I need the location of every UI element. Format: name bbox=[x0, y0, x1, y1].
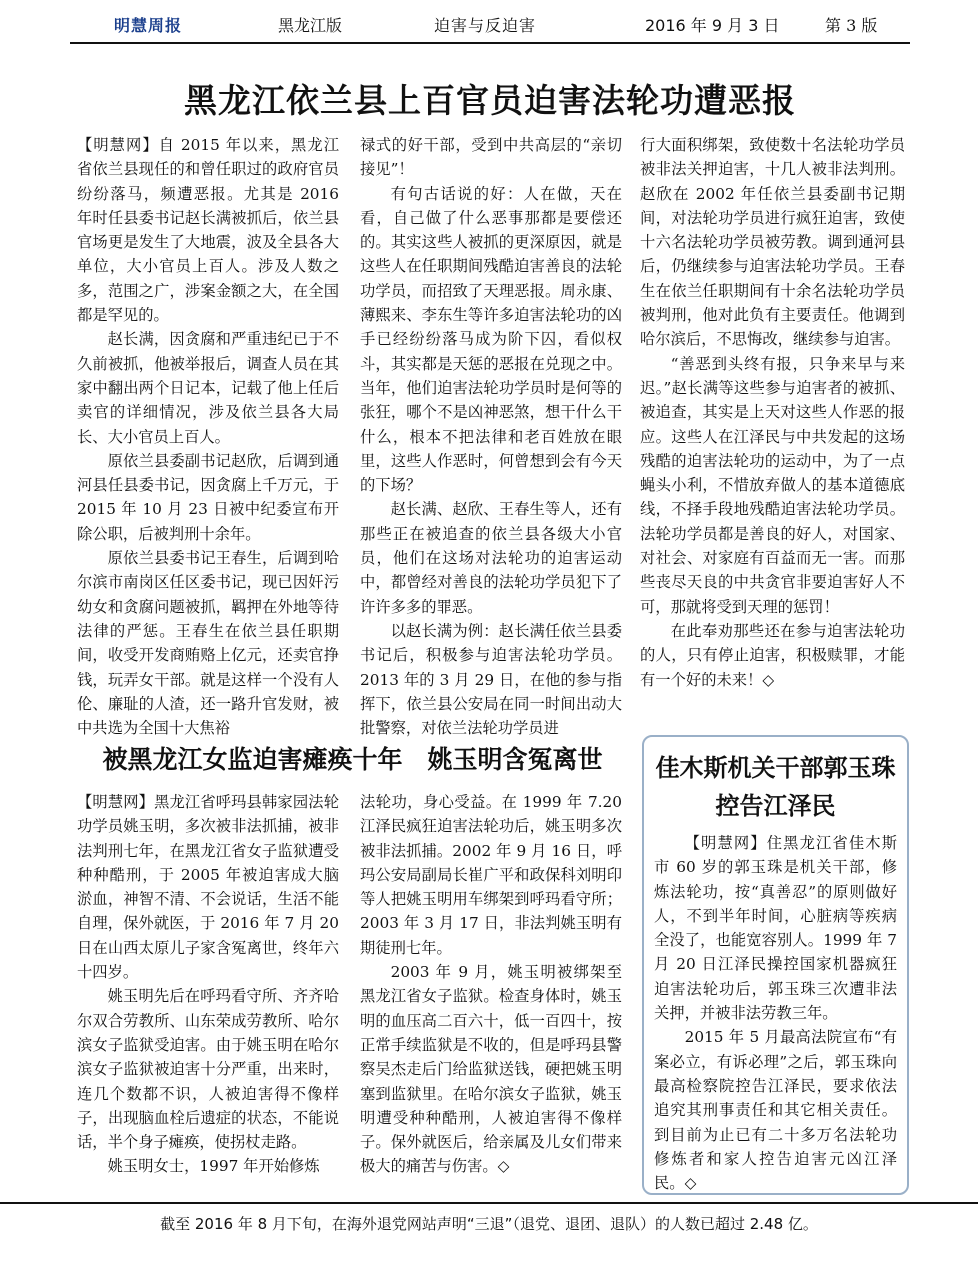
paragraph: 以赵长满为例：赵长满任依兰县委书记后，积极参与迫害法轮功学员。2013 年的 3 月 29 日，在他的参与指挥下，依兰县公安局在同一时间出动大批警察，对依兰法轮功学员进 bbox=[360, 621, 622, 738]
page-number: 第 3 版 bbox=[825, 16, 878, 35]
paragraph: 法轮功，身心受益。在 1999 年 7.20 江泽民疯狂迫害法轮功后，姚玉明多次被非法抓捕。2002 年 9 月 16 日，呼玛公安局副局长崔广平和政保科刘明印等人把姚玉明用车绑架到呼玛看守所；2003 年 3 月 17 日，非法判姚玉明有期徒刑七年。 bbox=[360, 793, 622, 957]
headline-line: 佳木斯机关干部郭玉珠 bbox=[655, 754, 896, 782]
article-1-column-2 bbox=[360, 133, 622, 738]
edition-label: 黑龙江版 bbox=[278, 16, 343, 35]
article-2-headline: 被黑龙江女监迫害瘫痪十年 姚玉明含冤离世 bbox=[102, 745, 603, 774]
paragraph: 赵长满，因贪腐和严重违纪已于不久前被抓，他被举报后，调查人员在其家中翻出两个日记本，记载了他上任后卖官的详细情况，涉及依兰县各大局长、大小官员上百人。 bbox=[77, 330, 339, 446]
paragraph: 在此奉劝那些还在参与迫害法轮功的人，只有停止迫害，积极赎罪，才能有一个好的未来！◇ bbox=[640, 621, 905, 689]
masthead bbox=[70, 8, 910, 68]
paragraph: 行大面积绑架，致使数十名法轮功学员被非法关押迫害，十几人被非法判刑。赵欣在 2002 年任依兰县委副书记期间，对法轮功学员进行疯狂迫害，致使十六名法轮功学员被劳教。调到通河县后，仍继续参与迫害法轮功学员。王春生在依兰任职期间有十余名法轮功学员被判刑，他对此负有主要责任。他调到哈尔滨后，不思悔改，继续参与迫害。 bbox=[640, 136, 905, 349]
paragraph: 姚玉明女士，1997 年开始修炼 bbox=[107, 1157, 320, 1176]
paragraph: 有句古话说的好：人在做，天在看，自己做了什么恶事那都是要偿还的。其实这些人被抓的更深原因，就是这些人在任职期间残酷迫害善良的法轮功学员，而招致了天理恶报。周永康、薄熙来、李东生等许多迫害法轮功的凶手已经纷纷落马成为阶下囚，看似权斗，其实都是天惩的恶报在兑现之中。当年，他们迫害法轮功学员时是何等的张狂，哪个不是凶神恶煞，想干什么干什么，根本不把法律和老百姓放在眼里，这些人作恶时，何曾想到会有今天的下场？ bbox=[360, 184, 622, 495]
article-3-sidebar-box bbox=[642, 735, 909, 1195]
issue-date: 2016 年 9 月 3 日 bbox=[645, 16, 780, 35]
article-3-headline bbox=[644, 749, 907, 825]
article-2-column-1 bbox=[77, 790, 339, 1200]
article-2-column-2 bbox=[360, 790, 622, 1200]
paragraph: 原依兰县委副书记赵欣，后调到通河县任县委书记，因贪腐上千万元，于 2015 年 10 月 23 日被中纪委宣布开除公职，后被判刑十余年。 bbox=[77, 451, 339, 543]
paragraph: 2015 年 5 月最高法院宣布“有案必立，有诉必理”之后，郭玉珠向最高检察院控告江泽民，要求依法追究其刑事责任和其它相关责任。到目前为止已有二十多万名法轮功修炼者和家人控告迫害元凶江泽民。◇ bbox=[654, 1028, 897, 1193]
paragraph: 赵长满、赵欣、王春生等人，还有那些正在被追查的依兰县各级大小官员，他们在这场对法轮功的迫害运动中，都曾经对善良的法轮功学员犯下了许许多多的罪恶。 bbox=[360, 500, 622, 616]
paragraph: 【明慧网】黑龙江省呼玛县韩家园法轮功学员姚玉明，多次被非法抓捕，被非法判刑七年，在黑龙江省女子监狱遭受种种酷刑，于 2005 年被迫害成大脑淤血，神智不清、不会说话，生活不能自理，保外就医，于 2016 年 7 月 20 日在山西太原儿子家含冤离世，终年六十四岁。 bbox=[77, 793, 339, 982]
footer-notice: 截至 2016 年 8 月下旬，在海外退党网站声明“三退”（退党、退团、退队）的人数已超过 2.48 亿。 bbox=[160, 1215, 818, 1233]
paragraph: 姚玉明先后在呼玛看守所、齐齐哈尔双合劳教所、山东荣成劳教所、哈尔滨女子监狱受迫害。由于姚玉明在哈尔滨女子监狱被迫害十分严重，出来时，连几个数都不识，人被迫害得不像样子，出现脑血栓后遗症的状态，不能说话，半个身子瘫痪，使拐杖走路。 bbox=[77, 987, 339, 1152]
section-label: 迫害与反迫害 bbox=[434, 16, 537, 35]
paragraph: 【明慧网】住黑龙江省佳木斯市 60 岁的郭玉珠是机关干部，修炼法轮功，按“真善忍”的原则做好人，不到半年时间，心脏病等疾病全没了，也能宽容别人。1999 年 7 月 20 日江泽民操控国家机器疯狂迫害法轮功后，郭玉珠三次遭非法关押，并被非法劳教三年。 bbox=[654, 834, 897, 1023]
paragraph: 2003 年 9 月，姚玉明被绑架至黑龙江省女子监狱。检查身体时，姚玉明的血压高二百六十，低一百四十，按正常手续监狱是不收的，但是呼玛县警察吴杰走后门给监狱送钱，硬把姚玉明塞到监狱里。在哈尔滨女子监狱，姚玉明遭受种种酷刑，人被迫害得不像样子。保外就医后，给亲属及儿女们带来极大的痛苦与伤害。◇ bbox=[360, 963, 622, 1176]
paragraph: 原依兰县委书记王春生，后调到哈尔滨市南岗区任区委书记，现已因奸污幼女和贪腐问题被抓，羁押在外地等待法律的严惩。王春生在依兰县任职期间，收受开发商贿赂上亿元，还卖官挣钱，玩弄女干部。就是这样一个没有人伦、廉耻的人渣，还一路升官发财，被中共选为全国十大焦裕 bbox=[77, 549, 339, 738]
newspaper-brand: 明慧周报 bbox=[114, 16, 183, 35]
masthead-rule bbox=[70, 42, 910, 44]
article-1-column-3 bbox=[640, 133, 905, 733]
paragraph: 禄式的好干部，受到中共高层的“亲切接见”！ bbox=[360, 136, 622, 179]
article-3-body bbox=[654, 831, 897, 1193]
headline-line: 控告江泽民 bbox=[715, 792, 836, 820]
paragraph: 【明慧网】自 2015 年以来，黑龙江省依兰县现任的和曾任职过的政府官员纷纷落马，频遭恶报。尤其是 2016 年时任县委书记赵长满被抓后，依兰县官场更是发生了大地震，波及全县各大单位，大小官员上百人。涉及人数之多，范围之广，涉案金额之大，在全国都是罕见的。 bbox=[77, 136, 339, 325]
paragraph: “善恶到头终有报，只争来早与来迟。”赵长满等这些参与迫害者的被抓、被追查，其实是上天对这些人作恶的报应。这些人在江泽民与中共发起的这场残酷的迫害法轮功的运动中，为了一点蝇头小利，不惜放弃做人的基本道德底线，不择手段地残酷迫害法轮功学员。法轮功学员都是善良的好人，对国家、对社会、对家庭有百益而无一害。而那些丧尽天良的中共贪官非要迫害好人不可，那就将受到天理的惩罚！ bbox=[640, 354, 905, 616]
masthead-row bbox=[70, 12, 910, 40]
article-1-headline: 黑龙江依兰县上百官员迫害法轮功遭恶报 bbox=[184, 81, 796, 120]
article-1-column-1 bbox=[77, 133, 339, 738]
footer bbox=[0, 1202, 978, 1233]
